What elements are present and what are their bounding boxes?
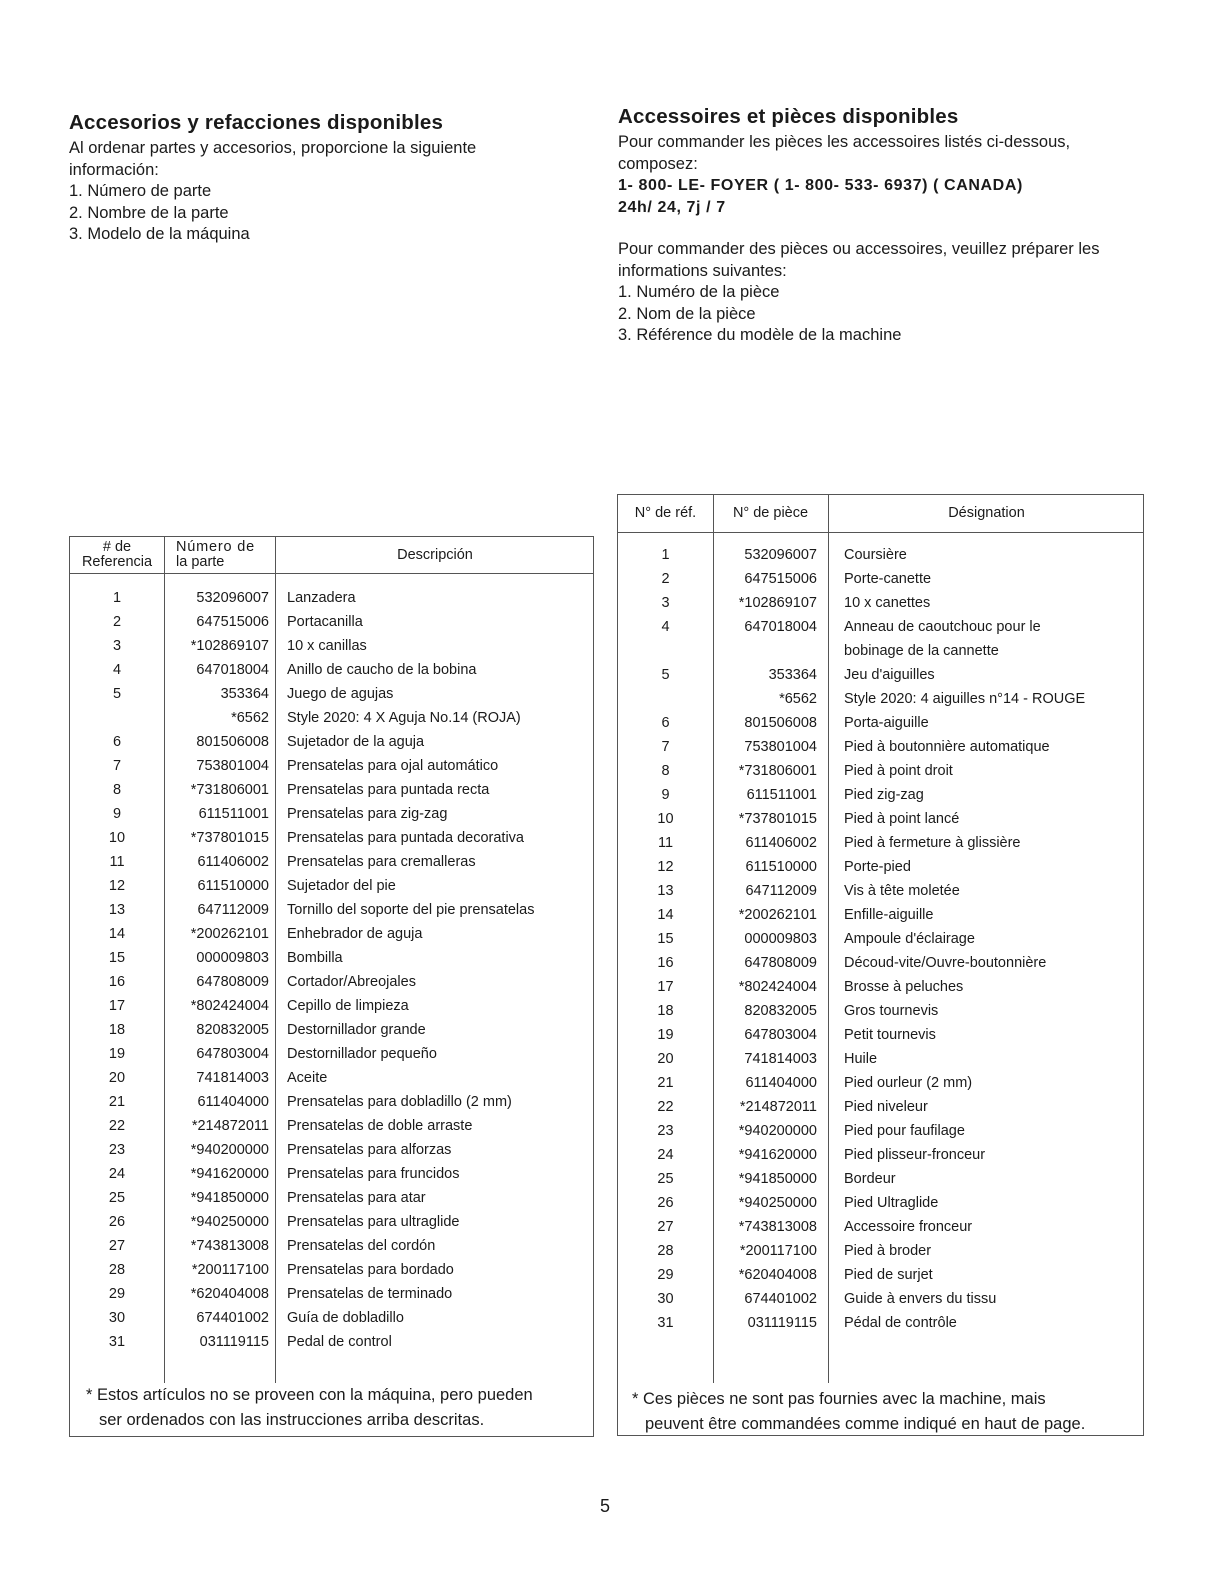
ref-cell: 19 [657, 1027, 674, 1043]
description-cell: Porte-pied [844, 859, 911, 875]
table-row [618, 927, 1143, 951]
table-row [618, 1071, 1143, 1095]
description-cell: Guide à envers du tissu [844, 1291, 997, 1307]
description-cell: Bordeur [844, 1171, 896, 1187]
description-cell: Prensatelas para dobladillo (2 mm) [287, 1094, 512, 1110]
list-item: 3. Référence du modèle de la machine [618, 326, 902, 344]
table-row [70, 1282, 593, 1306]
ref-cell: 15 [657, 931, 674, 947]
description-cell: Pedal de control [287, 1334, 392, 1350]
ref-cell: 3 [661, 595, 670, 611]
table-row [70, 610, 593, 634]
header-reference-line1: # de [102, 539, 132, 555]
part-number-cell: *940250000 [738, 1195, 817, 1211]
part-number-cell: *941620000 [190, 1166, 269, 1182]
header-description: Désignation [948, 505, 1025, 521]
spanish-intro-section [69, 110, 569, 246]
part-number-cell: 647515006 [744, 571, 817, 587]
description-cell: Anneau de caoutchouc pour le [844, 619, 1041, 635]
table-row [70, 1066, 593, 1090]
ref-cell: 12 [108, 878, 126, 894]
header-reference [70, 537, 164, 573]
description-cell: 10 x canettes [844, 595, 931, 611]
description-cell: Porta-aiguille [844, 715, 929, 731]
description-cell: Pied à fermeture à glissière [844, 835, 1021, 851]
description-cell: Prensatelas del cordón [287, 1238, 436, 1254]
part-number-cell: *737801015 [738, 811, 817, 827]
part-number-cell: 674401002 [196, 1310, 269, 1326]
part-number-cell: *214872011 [739, 1099, 817, 1115]
footnote-line2: ser ordenados con las instrucciones arriba descritas. [99, 1411, 485, 1429]
description-cell: Pied de surjet [844, 1267, 933, 1283]
description-cell: Prensatelas para bordado [287, 1262, 454, 1278]
table-row [70, 1042, 593, 1066]
part-number-cell: *6562 [779, 691, 817, 707]
description-cell: Cortador/Abreojales [287, 974, 416, 990]
description-cell: Ampoule d'éclairage [844, 931, 975, 947]
table-row [70, 682, 593, 706]
table-row [70, 1186, 593, 1210]
ref-cell: 16 [108, 974, 126, 990]
table-row [70, 1018, 593, 1042]
part-number-cell: *940250000 [190, 1214, 269, 1230]
french-intro-text-2: Pour commander des pièces ou accessoires, veuillez préparer les informations suivantes: [618, 240, 1100, 280]
part-number-cell: 674401002 [744, 1291, 817, 1307]
part-number-cell: *941850000 [190, 1190, 269, 1206]
description-cell: Pied à broder [844, 1243, 932, 1259]
list-item: 1. Número de parte [69, 182, 212, 200]
ref-cell: 19 [108, 1046, 126, 1062]
ref-cell: 1 [661, 547, 670, 563]
description-cell: Prensatelas para fruncidos [287, 1166, 460, 1182]
ref-cell: 28 [108, 1262, 126, 1278]
part-number-cell: 820832005 [744, 1003, 817, 1019]
description-cell: Portacanilla [287, 614, 363, 630]
ref-cell: 22 [108, 1118, 126, 1134]
table-row [70, 994, 593, 1018]
table-row [618, 1047, 1143, 1071]
description-cell: Enhebrador de aguja [287, 926, 423, 942]
table-row [70, 802, 593, 826]
table-row [70, 658, 593, 682]
table-row [70, 730, 593, 754]
ref-cell: 4 [112, 662, 122, 678]
part-number-cell: *200117100 [191, 1262, 269, 1278]
table-row [618, 831, 1143, 855]
table-row [70, 1306, 593, 1330]
header-part-line2: la parte [176, 554, 225, 570]
part-number-cell: *940200000 [738, 1123, 817, 1139]
part-number-cell: *102869107 [738, 595, 817, 611]
ref-cell: 26 [108, 1214, 126, 1230]
table-row [70, 946, 593, 970]
description-cell: Brosse à peluches [844, 979, 964, 995]
ref-cell: 12 [657, 859, 674, 875]
ref-cell: 6 [661, 715, 670, 731]
footnote-line2: peuvent être commandées comme indiqué en haut de page. [645, 1415, 1086, 1433]
ref-cell: 23 [108, 1142, 126, 1158]
description-cell: Huile [844, 1051, 878, 1067]
table-row [618, 639, 1143, 663]
ref-cell: 29 [657, 1267, 674, 1283]
french-intro-section [618, 104, 1178, 347]
part-number-cell: *214872011 [191, 1118, 269, 1134]
table-row [70, 1330, 593, 1354]
part-number-cell: *743813008 [190, 1238, 269, 1254]
table-row [618, 975, 1143, 999]
ref-cell: 8 [112, 782, 122, 798]
ref-cell: 17 [657, 979, 674, 995]
ref-cell: 31 [657, 1315, 674, 1331]
description-cell: Tornillo del soporte del pie prensatelas [287, 902, 535, 918]
part-number-cell: 801506008 [744, 715, 817, 731]
ref-cell: 20 [108, 1070, 126, 1086]
ref-cell: 18 [657, 1003, 674, 1019]
description-cell: Destornillador grande [287, 1022, 426, 1038]
ref-cell: 24 [108, 1166, 126, 1182]
part-number-cell: 611404000 [197, 1094, 269, 1110]
ref-cell: 24 [657, 1147, 674, 1163]
footnote-line1: * Estos artículos no se proveen con la máquina, pero pueden [86, 1386, 533, 1404]
spanish-parts-table [69, 536, 594, 1437]
header-part-number [176, 537, 275, 573]
part-number-cell: 647808009 [196, 974, 269, 990]
table-row [618, 615, 1143, 639]
ref-cell: 14 [108, 926, 126, 942]
table-row [618, 1143, 1143, 1167]
table-row [618, 951, 1143, 975]
list-item: 2. Nombre de la parte [69, 203, 229, 222]
page-number: 5 [599, 1496, 610, 1516]
ref-cell: 10 [657, 811, 674, 827]
description-cell: Prensatelas para ojal automático [287, 758, 499, 774]
description-cell: Anillo de caucho de la bobina [287, 662, 477, 678]
table-row [618, 591, 1143, 615]
ref-cell: 27 [108, 1238, 126, 1254]
description-cell: Vis à tête moletée [844, 883, 960, 899]
table-row [618, 1167, 1143, 1191]
description-cell: Gros tournevis [844, 1003, 939, 1019]
description-cell: Prensatelas de doble arraste [287, 1118, 473, 1134]
ref-cell: 25 [657, 1171, 674, 1187]
spanish-footnote [86, 1383, 586, 1433]
part-number-cell: 741814003 [744, 1051, 817, 1067]
description-cell: Prensatelas para alforzas [287, 1142, 452, 1158]
ref-cell: 22 [657, 1099, 674, 1115]
table-row [618, 1119, 1143, 1143]
french-footnote [632, 1387, 1137, 1437]
description-cell: Juego de agujas [287, 686, 394, 702]
description-cell: Pied ourleur (2 mm) [844, 1075, 973, 1091]
ref-cell: 27 [657, 1219, 674, 1235]
table-row [70, 706, 593, 730]
list-item: 1. Numéro de la pièce [618, 283, 780, 301]
footnote-line1: * Ces pièces ne sont pas fournies avec la machine, mais [632, 1390, 1046, 1408]
ref-cell: 29 [108, 1286, 126, 1302]
description-cell: Prensatelas para atar [287, 1190, 426, 1206]
ref-cell: 15 [108, 950, 126, 966]
part-number-cell: 647803004 [744, 1027, 817, 1043]
description-cell: Pied Ultraglide [844, 1195, 939, 1211]
part-number-cell: 801506008 [196, 734, 269, 750]
spanish-info-list [69, 181, 569, 246]
description-cell: Aceite [287, 1070, 328, 1086]
header-description: Descripción [397, 546, 473, 563]
part-number-cell: *200117100 [739, 1243, 817, 1259]
part-number-cell: *940200000 [190, 1142, 269, 1158]
french-heading: Accessoires et pièces disponibles [618, 105, 959, 128]
part-number-cell: *731806001 [738, 763, 817, 779]
description-cell: Bombilla [287, 950, 343, 966]
table-row [618, 879, 1143, 903]
part-number-cell: 647112009 [745, 883, 817, 899]
table-row [70, 826, 593, 850]
table-row [618, 999, 1143, 1023]
table-row [70, 634, 593, 658]
part-number-cell: 000009803 [744, 931, 817, 947]
part-number-cell: *200262101 [738, 907, 817, 923]
part-number-cell: *731806001 [190, 782, 269, 798]
list-item: 3. Modelo de la máquina [69, 225, 250, 243]
table-row [618, 1191, 1143, 1215]
spanish-heading: Accesorios y refacciones disponibles [69, 111, 444, 134]
ref-cell: 13 [657, 883, 674, 899]
ref-cell: 8 [661, 763, 670, 779]
part-number-cell: 000009803 [196, 950, 269, 966]
ref-cell: 23 [657, 1123, 674, 1139]
part-number-cell: 753801004 [196, 758, 269, 774]
table-row [70, 754, 593, 778]
ref-cell: 17 [108, 998, 126, 1014]
table-row [618, 1023, 1143, 1047]
part-number-cell: 647018004 [744, 619, 817, 635]
table-row [70, 1138, 593, 1162]
table-row [70, 1210, 593, 1234]
table-row [70, 850, 593, 874]
description-cell: Style 2020: 4 X Aguja No.14 (ROJA) [287, 710, 521, 726]
ref-cell: 28 [657, 1243, 674, 1259]
french-info-list [618, 282, 1178, 347]
description-cell: Destornillador pequeño [287, 1046, 437, 1062]
ref-cell: 5 [661, 667, 670, 683]
part-number-cell: 031119115 [747, 1315, 817, 1331]
table-row [618, 711, 1143, 735]
part-number-cell: 611510000 [745, 859, 817, 875]
phone-number: 1- 800- LE- FOYER ( 1- 800- 533- 6937) ( CANADA) [618, 177, 1023, 194]
table-row [618, 735, 1143, 759]
description-cell: Pédal de contrôle [844, 1315, 957, 1331]
ref-cell: 2 [661, 571, 670, 587]
part-number-cell: 611510000 [197, 878, 269, 894]
description-cell: Pied à boutonnière automatique [844, 739, 1050, 755]
table-row [618, 783, 1143, 807]
table-row [618, 543, 1143, 567]
description-cell: Prensatelas para cremalleras [287, 854, 476, 870]
french-intro-line2: composez: [618, 154, 698, 173]
part-number-cell: *6562 [231, 710, 269, 726]
french-intro-line1: Pour commander les pièces les accessoires listés ci-dessous, [618, 133, 1071, 151]
description-cell: Pied pour faufilage [844, 1123, 965, 1139]
part-number-cell: 031119115 [199, 1334, 269, 1350]
ref-cell: 3 [112, 638, 122, 654]
part-number-cell: *102869107 [190, 638, 269, 654]
part-number-cell: 820832005 [196, 1022, 269, 1038]
ref-cell: 4 [661, 619, 670, 635]
table-row [70, 898, 593, 922]
table-row [70, 970, 593, 994]
description-cell: Prensatelas para zig-zag [287, 806, 448, 822]
ref-cell: 13 [108, 902, 126, 918]
table-row [618, 567, 1143, 591]
description-cell: Guía de dobladillo [287, 1310, 404, 1326]
part-number-cell: 647803004 [196, 1046, 269, 1062]
table-row [70, 1234, 593, 1258]
table-row [618, 759, 1143, 783]
part-number-cell: 611406002 [745, 835, 817, 851]
description-cell: Porte-canette [844, 571, 932, 587]
table-row [618, 1215, 1143, 1239]
part-number-cell: 353364 [220, 686, 269, 702]
header-reference-line2: Referencia [81, 554, 153, 570]
ref-cell: 6 [112, 734, 122, 750]
ref-cell: 26 [657, 1195, 674, 1211]
part-number-cell: 647018004 [196, 662, 269, 678]
table-row [70, 1258, 593, 1282]
table-row [618, 1239, 1143, 1263]
part-number-cell: 647112009 [197, 902, 269, 918]
table-row [618, 687, 1143, 711]
part-number-cell: *620404008 [738, 1267, 817, 1283]
ref-cell: 30 [657, 1291, 674, 1307]
part-number-cell: 647515006 [196, 614, 269, 630]
table-row [618, 663, 1143, 687]
description-cell: Pied plisseur-fronceur [844, 1147, 986, 1163]
part-number-cell: 647808009 [744, 955, 817, 971]
ref-cell: 14 [657, 907, 674, 923]
ref-cell: 7 [112, 758, 122, 774]
description-cell: Pied à point droit [844, 763, 953, 779]
list-item: 2. Nom de la pièce [618, 304, 756, 323]
description-cell: Pied à point lancé [844, 811, 960, 827]
table-row [618, 1287, 1143, 1311]
description-cell: Style 2020: 4 aiguilles n°14 - ROUGE [844, 691, 1086, 707]
spanish-intro-text: Al ordenar partes y accesorios, proporcione la siguiente información: [69, 139, 477, 179]
ref-cell: 2 [112, 614, 122, 630]
part-number-cell: 753801004 [744, 739, 817, 755]
part-number-cell: 353364 [768, 667, 817, 683]
ref-cell: 7 [661, 739, 670, 755]
ref-cell: 21 [108, 1094, 126, 1110]
description-cell: Jeu d'aiguilles [844, 667, 935, 683]
table-row [70, 1114, 593, 1138]
part-number-cell: *941850000 [738, 1171, 817, 1187]
description-cell: bobinage de la cannette [844, 643, 999, 659]
ref-cell: 1 [112, 590, 122, 606]
ref-cell: 21 [657, 1075, 674, 1091]
ref-cell: 16 [657, 955, 674, 971]
description-cell: Sujetador del pie [287, 878, 396, 894]
table-row [618, 855, 1143, 879]
part-number-cell: 611511001 [746, 787, 817, 803]
table-row [618, 1311, 1143, 1335]
description-cell: Petit tournevis [844, 1027, 936, 1043]
part-number-cell: *941620000 [738, 1147, 817, 1163]
table-row [618, 903, 1143, 927]
part-number-cell: *200262101 [190, 926, 269, 942]
description-cell: Prensatelas para ultraglide [287, 1214, 460, 1230]
part-number-cell: 611406002 [197, 854, 269, 870]
description-cell: Coursière [844, 547, 907, 563]
part-number-cell: *802424004 [738, 979, 817, 995]
table-row [70, 922, 593, 946]
ref-cell: 20 [657, 1051, 674, 1067]
part-number-cell: *743813008 [738, 1219, 817, 1235]
part-number-cell: 611511001 [198, 806, 269, 822]
table-row [70, 778, 593, 802]
ref-cell: 30 [108, 1310, 126, 1326]
description-cell: Cepillo de limpieza [287, 998, 409, 1014]
header-reference: N° de réf. [634, 505, 697, 521]
description-cell: Prensatelas para puntada recta [287, 782, 490, 798]
description-cell: Pied zig-zag [844, 787, 924, 803]
table-row [70, 1162, 593, 1186]
description-cell: Prensatelas para puntada decorativa [287, 830, 524, 846]
ref-cell: 9 [112, 806, 122, 822]
description-cell: Découd-vite/Ouvre-boutonnière [844, 955, 1047, 971]
french-parts-table [617, 494, 1144, 1436]
part-number-cell: 532096007 [196, 590, 269, 606]
description-cell: Accessoire fronceur [844, 1219, 973, 1235]
table-row [618, 1263, 1143, 1287]
ref-cell: 10 [108, 830, 126, 846]
description-cell: 10 x canillas [287, 638, 367, 654]
header-part-line1: Número de [176, 539, 255, 555]
part-number-cell: *620404008 [190, 1286, 269, 1302]
ref-cell: 31 [108, 1334, 126, 1350]
table-row [70, 874, 593, 898]
part-number-cell: 611404000 [745, 1075, 817, 1091]
description-cell: Prensatelas de terminado [287, 1286, 453, 1302]
ref-cell: 18 [108, 1022, 126, 1038]
ref-cell: 25 [108, 1190, 126, 1206]
table-row [70, 586, 593, 610]
ref-cell: 5 [112, 686, 122, 702]
ref-cell: 9 [661, 787, 670, 803]
ref-cell: 11 [109, 854, 125, 870]
part-number-cell: 532096007 [744, 547, 817, 563]
description-cell: Pied niveleur [844, 1099, 928, 1115]
header-part-number: N° de pièce [732, 505, 809, 521]
description-cell: Lanzadera [287, 590, 356, 606]
ref-cell: 11 [657, 835, 674, 851]
table-row [70, 1090, 593, 1114]
part-number-cell: 741814003 [196, 1070, 269, 1086]
description-cell: Enfille-aiguille [844, 907, 934, 923]
phone-hours: 24h/ 24, 7j / 7 [618, 198, 726, 216]
table-row [618, 1095, 1143, 1119]
part-number-cell: *737801015 [190, 830, 269, 846]
part-number-cell: *802424004 [190, 998, 269, 1014]
description-cell: Sujetador de la aguja [287, 734, 425, 750]
table-row [618, 807, 1143, 831]
